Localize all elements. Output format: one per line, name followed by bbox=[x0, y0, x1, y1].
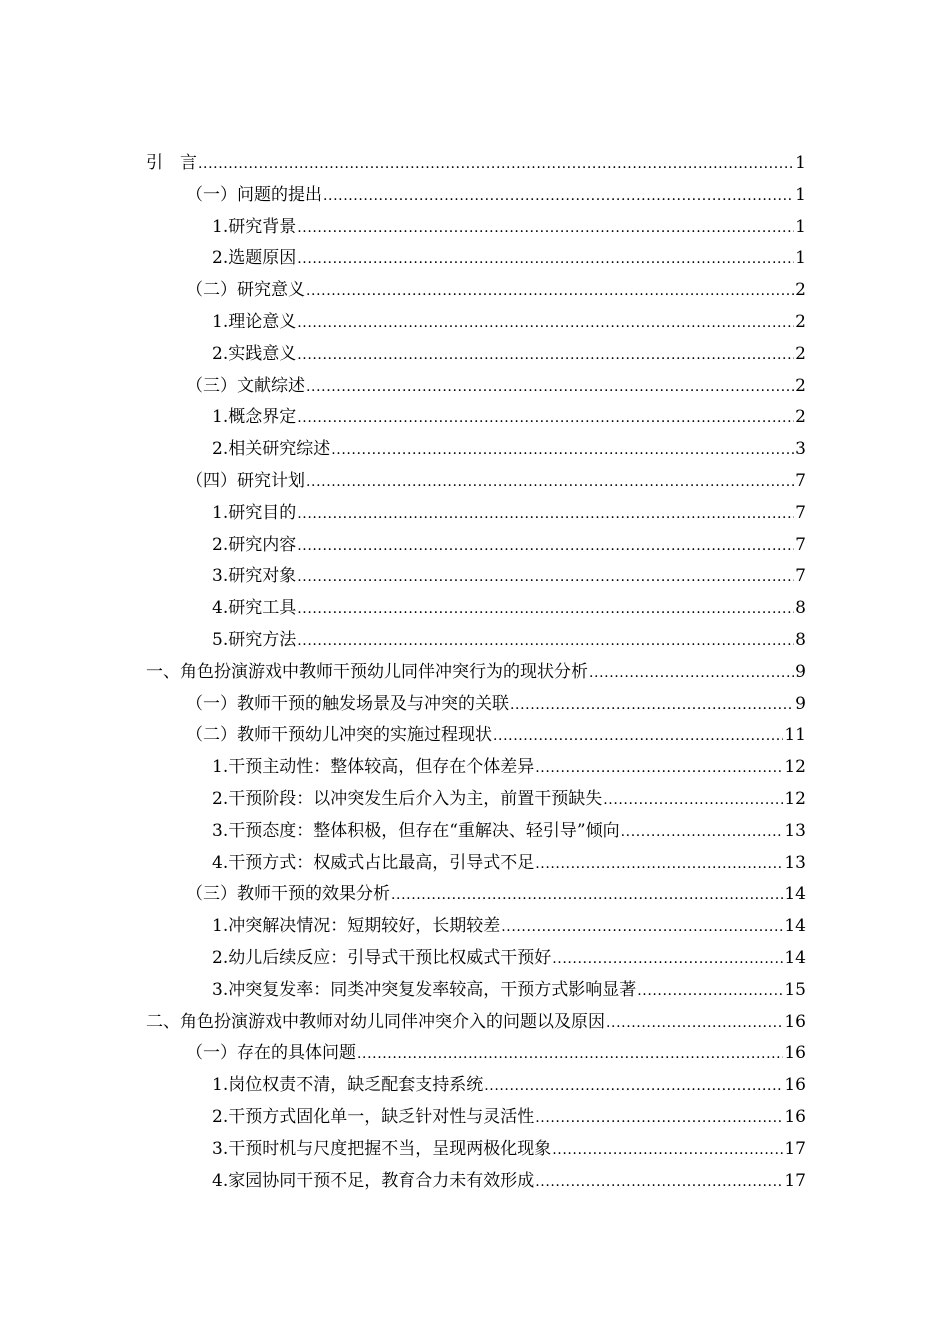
toc-entry-page-number: 14 bbox=[784, 884, 806, 905]
toc-dot-leader bbox=[297, 340, 794, 372]
toc-entry[interactable] bbox=[146, 148, 806, 180]
toc-entry[interactable] bbox=[146, 848, 806, 880]
toc-entry[interactable] bbox=[146, 530, 806, 562]
toc-dot-leader bbox=[493, 721, 783, 753]
toc-dot-leader bbox=[331, 435, 794, 467]
toc-dot-leader bbox=[297, 403, 794, 435]
toc-entry-title: 2.相关研究综述 bbox=[212, 439, 331, 460]
toc-entry[interactable] bbox=[146, 975, 806, 1007]
toc-entry-title: （三）文献综述 bbox=[186, 375, 305, 396]
toc-dot-leader bbox=[297, 499, 794, 531]
toc-dot-leader bbox=[198, 149, 794, 181]
toc-dot-leader bbox=[297, 308, 794, 340]
toc-entry-title: 4.干预方式：权威式占比最高，引导式不足 bbox=[212, 852, 535, 873]
toc-entry-page-number: 1 bbox=[795, 216, 806, 237]
toc-entry[interactable] bbox=[146, 275, 806, 307]
toc-entry-page-number: 2 bbox=[795, 407, 806, 428]
toc-entry-page-number: 1 bbox=[795, 184, 806, 205]
toc-entry-title: 5.研究方法 bbox=[212, 629, 297, 650]
toc-entry-page-number: 17 bbox=[784, 1170, 806, 1191]
toc-entry-title: 3.冲突复发率：同类冲突复发率较高，干预方式影响显著 bbox=[212, 979, 637, 1000]
toc-entry-page-number: 8 bbox=[795, 629, 806, 650]
toc-entry[interactable] bbox=[146, 1166, 806, 1198]
toc-entry-title: 3.干预态度：整体积极，但存在“重解决、轻引导”倾向 bbox=[212, 820, 620, 841]
toc-entry-page-number: 3 bbox=[795, 439, 806, 460]
toc-dot-leader bbox=[606, 1008, 783, 1040]
toc-entry-page-number: 2 bbox=[795, 343, 806, 364]
toc-entry[interactable] bbox=[146, 1070, 806, 1102]
toc-entry-title: 1.研究目的 bbox=[212, 502, 297, 523]
toc-entry-title: 二、角色扮演游戏中教师对幼儿同伴冲突介入的问题以及原因 bbox=[146, 1011, 605, 1032]
toc-entry-page-number: 11 bbox=[784, 725, 806, 746]
toc-entry[interactable] bbox=[146, 752, 806, 784]
toc-entry-page-number: 7 bbox=[795, 470, 806, 491]
toc-entry-page-number: 8 bbox=[795, 598, 806, 619]
toc-entry-page-number: 16 bbox=[784, 1106, 806, 1127]
toc-entry[interactable] bbox=[146, 625, 806, 657]
toc-entry-title: 1.概念界定 bbox=[212, 407, 297, 428]
toc-entry-page-number: 1 bbox=[795, 248, 806, 269]
toc-entry-title: 4.研究工具 bbox=[212, 598, 297, 619]
toc-dot-leader bbox=[357, 1039, 783, 1071]
toc-dot-leader bbox=[535, 1103, 783, 1135]
toc-entry-title: 3.干预时机与尺度把握不当，呈现两极化现象 bbox=[212, 1138, 552, 1159]
toc-entry[interactable] bbox=[146, 657, 806, 689]
toc-dot-leader bbox=[589, 658, 794, 690]
toc-entry-page-number: 15 bbox=[784, 979, 806, 1000]
toc-entry-title: （一）教师干预的触发场景及与冲突的关联 bbox=[186, 693, 509, 714]
toc-dot-leader bbox=[306, 372, 794, 404]
toc-entry[interactable] bbox=[146, 720, 806, 752]
toc-entry[interactable] bbox=[146, 402, 806, 434]
toc-entry[interactable] bbox=[146, 339, 806, 371]
toc-entry[interactable] bbox=[146, 212, 806, 244]
toc-entry-page-number: 12 bbox=[784, 757, 806, 778]
toc-entry-title: （三）教师干预的效果分析 bbox=[186, 884, 390, 905]
toc-dot-leader bbox=[297, 562, 794, 594]
toc-entry[interactable] bbox=[146, 943, 806, 975]
toc-dot-leader bbox=[552, 944, 783, 976]
toc-entry-title: 2.研究内容 bbox=[212, 534, 297, 555]
toc-entry-title: 3.研究对象 bbox=[212, 566, 297, 587]
toc-entry-page-number: 9 bbox=[795, 693, 806, 714]
toc-entry-page-number: 7 bbox=[795, 534, 806, 555]
toc-entry[interactable] bbox=[146, 498, 806, 530]
toc-entry-page-number: 13 bbox=[784, 820, 806, 841]
toc-dot-leader bbox=[306, 276, 794, 308]
toc-entry[interactable] bbox=[146, 879, 806, 911]
toc-dot-leader bbox=[535, 753, 783, 785]
toc-dot-leader bbox=[323, 181, 794, 213]
toc-dot-leader bbox=[535, 1167, 783, 1199]
toc-dot-leader bbox=[306, 467, 794, 499]
toc-entry-page-number: 2 bbox=[795, 280, 806, 301]
toc-entry-title: （一）问题的提出 bbox=[186, 184, 322, 205]
toc-entry[interactable] bbox=[146, 371, 806, 403]
toc-entry-title: 一、角色扮演游戏中教师干预幼儿同伴冲突行为的现状分析 bbox=[146, 661, 588, 682]
toc-entry[interactable] bbox=[146, 689, 806, 721]
toc-entry-page-number: 16 bbox=[784, 1011, 806, 1032]
toc-dot-leader bbox=[603, 785, 783, 817]
toc-entry-title: 4.家园协同干预不足，教育合力未有效形成 bbox=[212, 1170, 535, 1191]
table-of-contents bbox=[146, 148, 806, 1197]
toc-entry-title: （二）研究意义 bbox=[186, 280, 305, 301]
toc-dot-leader bbox=[621, 817, 784, 849]
toc-entry-title: （二）教师干预幼儿冲突的实施过程现状 bbox=[186, 725, 492, 746]
toc-entry[interactable] bbox=[146, 434, 806, 466]
toc-dot-leader bbox=[510, 690, 794, 722]
toc-entry[interactable] bbox=[146, 1134, 806, 1166]
toc-entry-title: 1.岗位权责不清，缺乏配套支持系统 bbox=[212, 1075, 484, 1096]
toc-entry-title: 1.研究背景 bbox=[212, 216, 297, 237]
toc-entry[interactable] bbox=[146, 593, 806, 625]
toc-entry-title: 2.干预阶段：以冲突发生后介入为主，前置干预缺失 bbox=[212, 788, 603, 809]
toc-entry-page-number: 7 bbox=[795, 502, 806, 523]
toc-dot-leader bbox=[297, 213, 794, 245]
toc-dot-leader bbox=[501, 912, 783, 944]
toc-entry-page-number: 1 bbox=[795, 153, 806, 173]
toc-entry-page-number: 2 bbox=[795, 375, 806, 396]
toc-entry-title: 2.选题原因 bbox=[212, 248, 297, 269]
toc-dot-leader bbox=[297, 594, 794, 626]
toc-entry[interactable] bbox=[146, 784, 806, 816]
toc-entry[interactable] bbox=[146, 911, 806, 943]
toc-entry-title: 2.实践意义 bbox=[212, 343, 297, 364]
toc-entry-page-number: 17 bbox=[784, 1138, 806, 1159]
toc-dot-leader bbox=[391, 880, 783, 912]
toc-entry[interactable] bbox=[146, 243, 806, 275]
toc-dot-leader bbox=[535, 849, 783, 881]
toc-entry[interactable] bbox=[146, 466, 806, 498]
toc-entry[interactable] bbox=[146, 561, 806, 593]
toc-entry-title: 1.理论意义 bbox=[212, 311, 297, 332]
toc-dot-leader bbox=[297, 531, 794, 563]
toc-entry-page-number: 14 bbox=[784, 916, 806, 937]
toc-entry-page-number: 16 bbox=[784, 1075, 806, 1096]
toc-entry[interactable] bbox=[146, 1038, 806, 1070]
toc-dot-leader bbox=[297, 244, 794, 276]
toc-entry[interactable] bbox=[146, 180, 806, 212]
toc-entry-title: 1.干预主动性：整体较高，但存在个体差异 bbox=[212, 757, 535, 778]
toc-entry-page-number: 16 bbox=[784, 1043, 806, 1064]
toc-dot-leader bbox=[552, 1135, 783, 1167]
toc-entry-page-number: 13 bbox=[784, 852, 806, 873]
toc-entry-page-number: 9 bbox=[795, 661, 806, 682]
toc-entry-title: 2.干预方式固化单一，缺乏针对性与灵活性 bbox=[212, 1106, 535, 1127]
toc-entry-page-number: 14 bbox=[784, 947, 806, 968]
toc-entry[interactable] bbox=[146, 816, 806, 848]
toc-entry[interactable] bbox=[146, 1102, 806, 1134]
toc-dot-leader bbox=[637, 976, 783, 1008]
toc-entry-page-number: 2 bbox=[795, 311, 806, 332]
toc-dot-leader bbox=[484, 1071, 783, 1103]
toc-entry-page-number: 7 bbox=[795, 566, 806, 587]
toc-entry-title: （四）研究计划 bbox=[186, 470, 305, 491]
toc-entry-title: （一）存在的具体问题 bbox=[186, 1043, 356, 1064]
toc-entry[interactable] bbox=[146, 307, 806, 339]
toc-entry-title: 引 言 bbox=[146, 153, 197, 173]
toc-dot-leader bbox=[297, 626, 794, 658]
toc-entry[interactable] bbox=[146, 1007, 806, 1039]
toc-entry-title: 1.冲突解决情况：短期较好，长期较差 bbox=[212, 916, 501, 937]
toc-entry-title: 2.幼儿后续反应：引导式干预比权威式干预好 bbox=[212, 947, 552, 968]
toc-entry-page-number: 12 bbox=[784, 788, 806, 809]
